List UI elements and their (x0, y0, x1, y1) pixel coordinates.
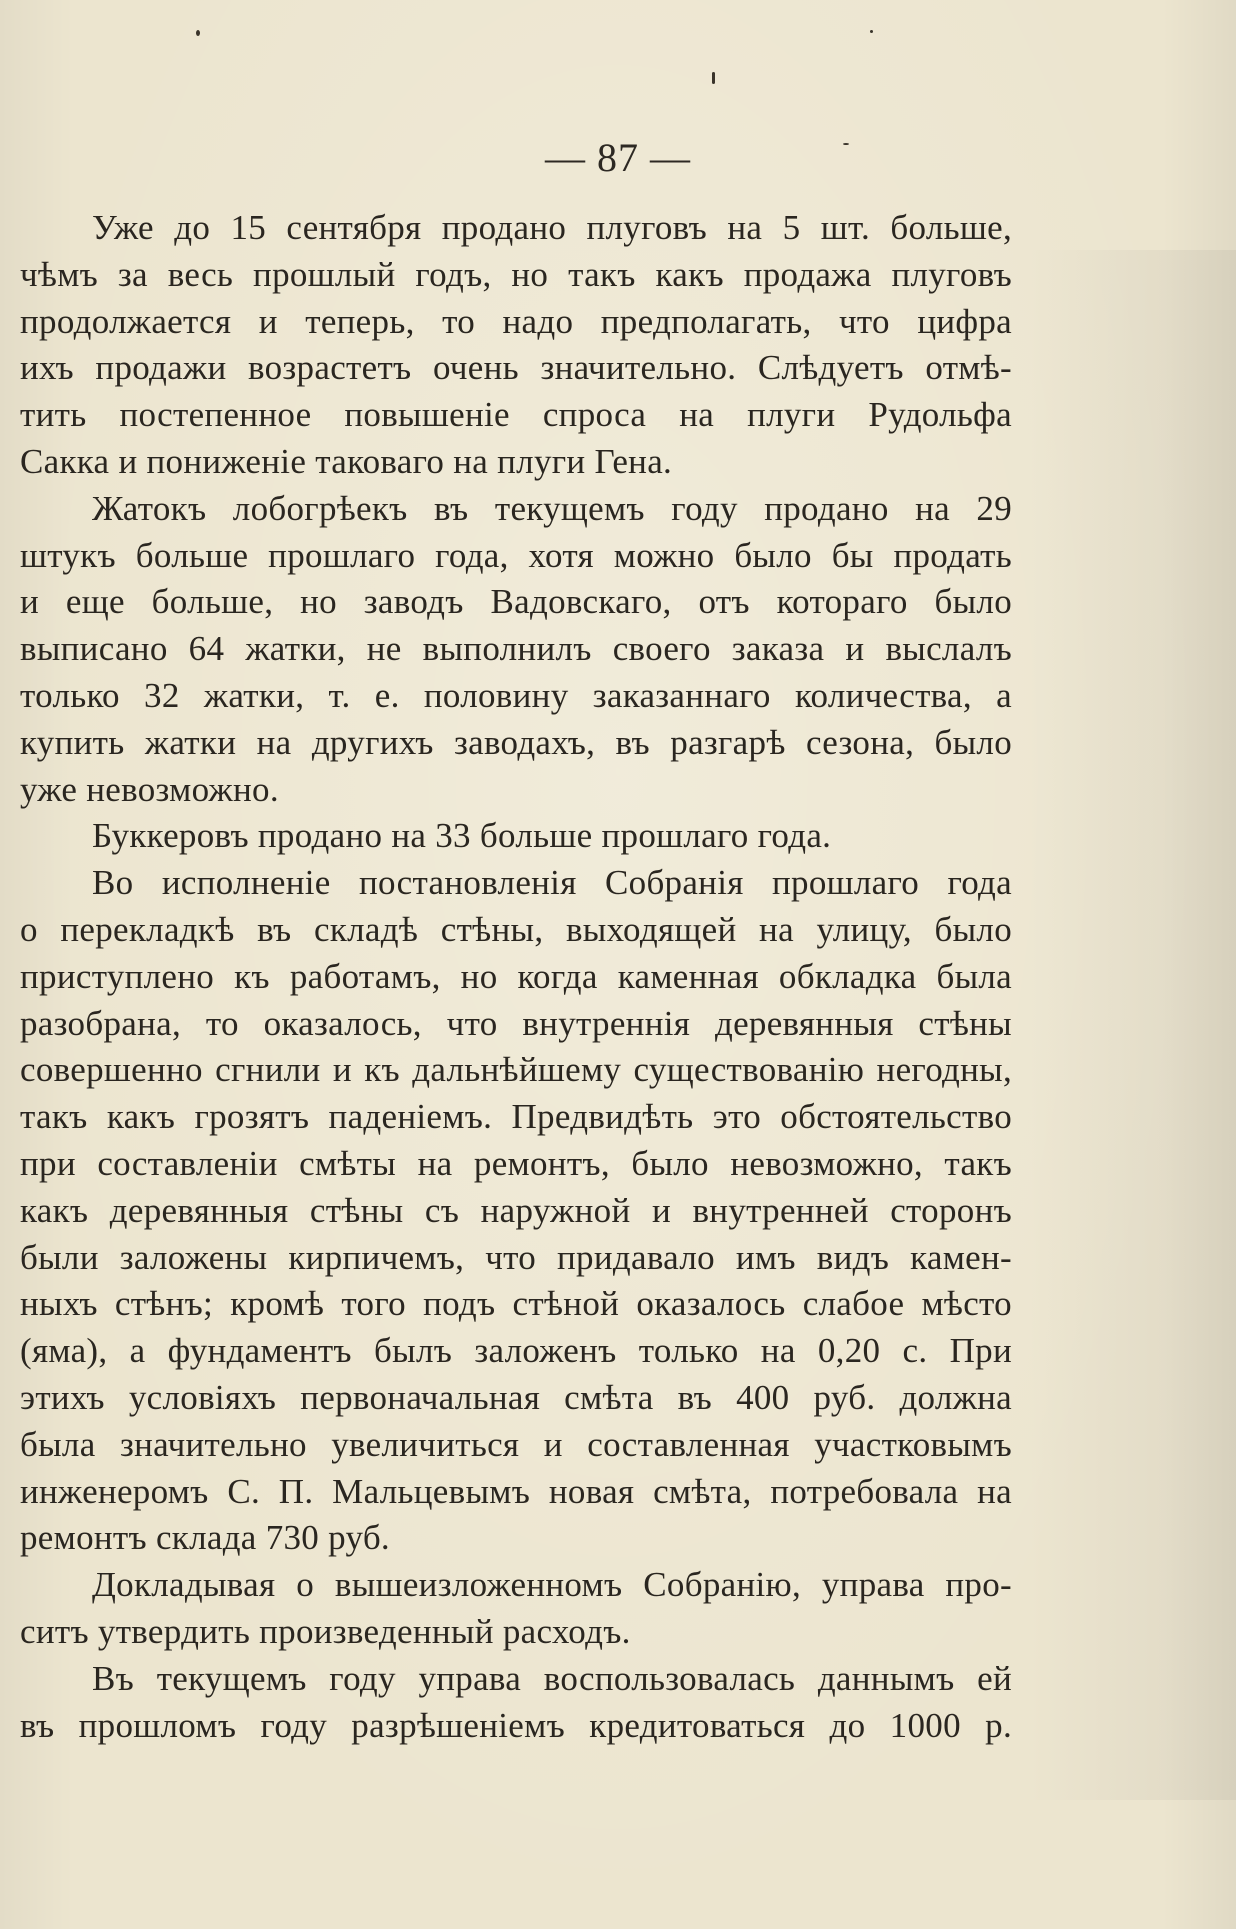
text-line: Жатокъ лобогрѣекъ въ текущемъ году продано на 29 (92, 488, 1012, 528)
text-line: при составленіи смѣты на ремонтъ, было невозможно, такъ (20, 1143, 1012, 1183)
page-number: — 87 — (545, 135, 691, 180)
text-line: какъ деревянныя стѣны съ наружной и внутренней сторонъ (20, 1190, 1012, 1230)
text-line: Докладывая о вышеизложенномъ Собранію, управа про- (92, 1565, 1012, 1605)
text-line: Во исполненіе постановленія Собранія прошлаго года (92, 863, 1012, 903)
text-line: приступлено къ работамъ, но когда каменная обкладка была (20, 956, 1012, 996)
ink-speck (712, 72, 715, 84)
text-line: была значительно увеличиться и составленная участковымъ (20, 1424, 1012, 1464)
text-line: выписано 64 жатки, не выполнилъ своего заказа и выслалъ (20, 629, 1012, 669)
text-line: Буккеровъ продано на 33 больше прошлаго года. (92, 816, 832, 856)
text-line: уже невозможно. (20, 769, 279, 809)
show-through-margin (1030, 250, 1236, 1800)
body-text (20, 205, 1012, 1749)
text-line: въ прошломъ году разрѣшеніемъ кредитоваться до 1000 р. (20, 1705, 1012, 1745)
text-line: штукъ больше прошлаго года, хотя можно было бы продать (20, 535, 1012, 575)
ink-speck (196, 30, 200, 36)
text-line: были заложены кирпичемъ, что придавало имъ видъ камен- (20, 1237, 1012, 1277)
text-line: ремонтъ склада 730 руб. (20, 1518, 390, 1558)
ink-speck (870, 30, 873, 33)
text-line: продолжается и теперь, то надо предполагать, что цифра (20, 301, 1012, 341)
text-line: ихъ продажи возрастетъ очень значительно. Слѣдуетъ отмѣ- (20, 348, 1012, 388)
text-line: Сакка и пониженіе таковаго на плуги Гена. (20, 441, 673, 481)
text-line: совершенно сгнили и къ дальнѣйшему существованію негодны, (20, 1050, 1012, 1090)
text-line: тить постепенное повышеніе спроса на плуги Рудольфа (20, 395, 1012, 435)
text-line: ситъ утвердить произведенный расходъ. (20, 1611, 631, 1651)
text-line: (яма), а фундаментъ былъ заложенъ только на 0,20 с. При (20, 1331, 1012, 1371)
text-line: чѣмъ за весь прошлый годъ, но такъ какъ продажа плуговъ (20, 254, 1012, 294)
text-line: инженеромъ С. П. Мальцевымъ новая смѣта, потребовала на (20, 1471, 1012, 1511)
text-line: купить жатки на другихъ заводахъ, въ разгарѣ сезона, было (20, 722, 1012, 762)
text-line: о перекладкѣ въ складѣ стѣны, выходящей на улицу, было (20, 909, 1012, 949)
text-line: и еще больше, но заводъ Вадовскаго, отъ котораго было (20, 582, 1012, 622)
text-line: ныхъ стѣнъ; кромѣ того подъ стѣной оказалось слабое мѣсто (20, 1284, 1012, 1324)
text-line: этихъ условіяхъ первоначальная смѣта въ 400 руб. должна (20, 1377, 1012, 1417)
text-line: разобрана, то оказалось, что внутреннія деревянныя стѣны (20, 1003, 1012, 1043)
text-line: Въ текущемъ году управа воспользовалась даннымъ ей (92, 1658, 1012, 1698)
text-line: Уже до 15 сентября продано плуговъ на 5 шт. больше, (92, 208, 1012, 247)
text-line: такъ какъ грозятъ паденіемъ. Предвидѣть это обстоятельство (20, 1097, 1012, 1137)
text-line: только 32 жатки, т. е. половину заказаннаго количества, а (20, 675, 1012, 715)
